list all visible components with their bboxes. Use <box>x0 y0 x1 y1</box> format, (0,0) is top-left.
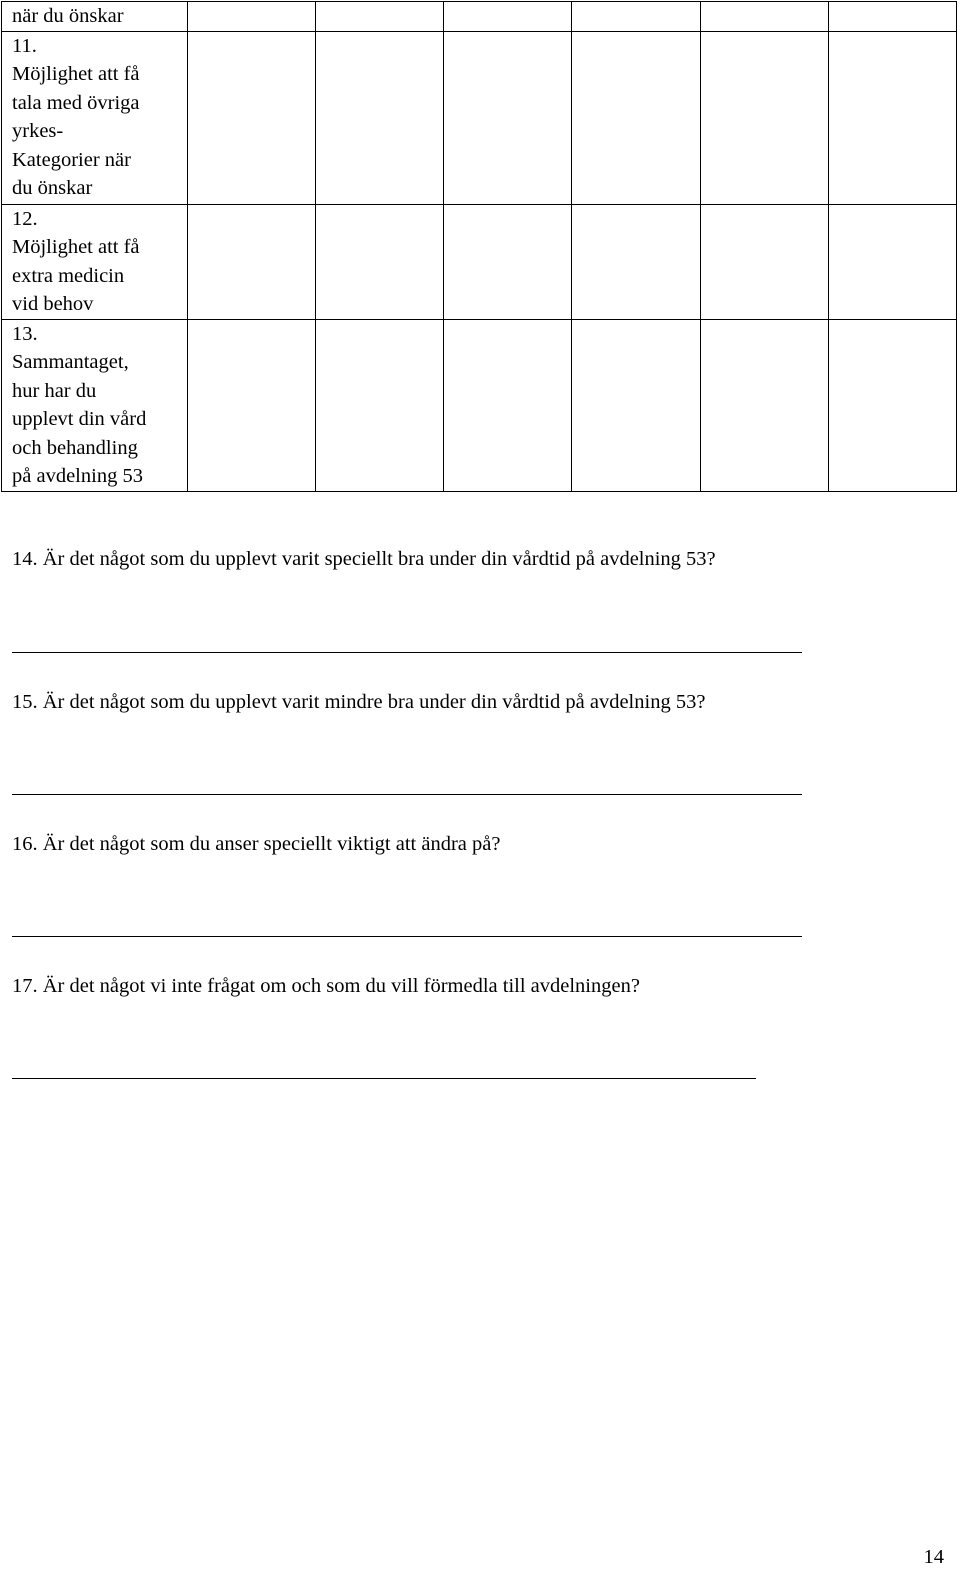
rating-cell[interactable] <box>828 31 956 204</box>
table-row <box>2 204 957 319</box>
page-number: 14 <box>923 1546 944 1568</box>
row-label-line: när du önskar <box>12 5 124 27</box>
rating-cell[interactable] <box>444 31 572 204</box>
rating-cell[interactable] <box>316 319 444 491</box>
rating-cell[interactable] <box>700 204 828 319</box>
rating-table <box>1 1 957 492</box>
table-row <box>2 319 957 491</box>
rating-cell[interactable] <box>572 204 700 319</box>
question-17: 17. Är det något vi inte frågat om och som du vill förmedla till avdelningen? <box>12 975 640 997</box>
table-row <box>2 2 957 32</box>
row-label-line: tala med övriga <box>12 91 140 114</box>
row-label <box>2 31 188 204</box>
row-label-line: Sammantaget, <box>12 351 129 373</box>
rating-cell[interactable] <box>188 204 316 319</box>
row-label-line: Möjlighet att få <box>12 236 140 258</box>
question-14: 14. Är det något som du upplevt varit speciellt bra under din vårdtid på avdelning 53? <box>12 548 716 570</box>
row-label-line: Kategorier när <box>12 148 131 171</box>
row-label-line: upplevt din vård <box>12 408 147 430</box>
rating-cell[interactable] <box>444 319 572 491</box>
answer-line-15[interactable] <box>12 794 802 795</box>
rating-cell[interactable] <box>700 319 828 491</box>
rating-cell[interactable] <box>572 319 700 491</box>
row-label-line: yrkes- <box>12 120 64 142</box>
rating-cell[interactable] <box>572 31 700 204</box>
row-label-line: 11. <box>12 34 37 57</box>
row-label-line: 13. <box>12 322 38 345</box>
row-label <box>2 319 188 491</box>
row-label-line: på avdelning 53 <box>12 465 143 487</box>
question-16: 16. Är det något som du anser speciellt viktigt att ändra på? <box>12 833 501 855</box>
rating-cell[interactable] <box>828 204 956 319</box>
rating-cell[interactable] <box>700 31 828 204</box>
row-label-line: och behandling <box>12 436 138 459</box>
rating-cell[interactable] <box>188 319 316 491</box>
rating-cell[interactable] <box>316 31 444 204</box>
rating-cell[interactable] <box>444 204 572 319</box>
answer-line-16[interactable] <box>12 936 802 937</box>
row-label <box>2 2 188 32</box>
rating-cell[interactable] <box>188 2 316 32</box>
rating-cell[interactable] <box>188 31 316 204</box>
rating-cell[interactable] <box>572 2 700 32</box>
row-label <box>2 204 188 319</box>
answer-line-14[interactable] <box>12 652 802 653</box>
rating-cell[interactable] <box>700 2 828 32</box>
answer-line-17[interactable] <box>12 1078 756 1079</box>
rating-cell[interactable] <box>316 204 444 319</box>
question-15: 15. Är det något som du upplevt varit mindre bra under din vårdtid på avdelning 53? <box>12 691 706 713</box>
rating-cell[interactable] <box>828 2 956 32</box>
row-label-line: extra medicin <box>12 264 125 287</box>
table-row <box>2 31 957 204</box>
rating-cell[interactable] <box>828 319 956 491</box>
row-label-line: hur har du <box>12 379 97 402</box>
row-label-line: 12. <box>12 207 38 230</box>
rating-cell[interactable] <box>444 2 572 32</box>
row-label-line: du önskar <box>12 177 93 199</box>
row-label-line: Möjlighet att få <box>12 63 140 85</box>
row-label-line: vid behov <box>12 293 94 315</box>
rating-cell[interactable] <box>316 2 444 32</box>
